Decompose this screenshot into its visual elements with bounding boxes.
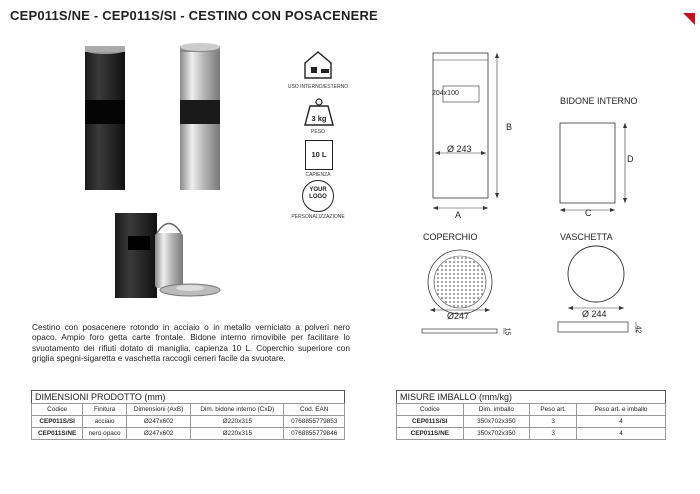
lid-diameter-label: Ø247 <box>447 311 470 321</box>
table-header: Cod. EAN <box>284 404 345 416</box>
weight-value: 3 kg <box>311 114 327 123</box>
table-row <box>397 428 666 440</box>
table-header-row <box>32 404 345 416</box>
table-row <box>32 416 345 428</box>
table-header: Codice <box>397 404 464 416</box>
tray-drawing <box>556 244 646 344</box>
product-table <box>31 403 345 440</box>
dimension-c-label: C <box>585 208 592 218</box>
table-header: Peso art. <box>530 404 577 416</box>
slot-dimension-label: 204x100 <box>432 90 459 97</box>
capacity-value: 10 L <box>311 150 327 159</box>
indoor-outdoor-icon <box>301 48 335 87</box>
inner-bin-drawing <box>555 115 640 220</box>
table-cell: CEP011S/NE <box>397 428 464 440</box>
table-cell: Ø247x602 <box>126 428 190 440</box>
logo-line1: YOUR <box>309 187 327 193</box>
table-cell: acciaio <box>83 416 127 428</box>
table-header: Peso art. e imballo <box>577 404 666 416</box>
packaging-table <box>396 403 666 440</box>
product-dimensions-table <box>31 390 345 440</box>
table-cell: CEP011S/SI <box>32 416 83 428</box>
table-row <box>32 428 345 440</box>
logo-caption: PERSONALIZZAZIONE <box>291 214 345 220</box>
exploded-view-photo <box>110 208 230 303</box>
table-cell: Ø220x315 <box>191 428 284 440</box>
vaschetta-title: VASCHETTA <box>560 232 613 242</box>
bidone-title: BIDONE INTERNO <box>560 96 638 106</box>
logo-line2: LOGO <box>309 194 327 200</box>
product-photos <box>60 38 250 198</box>
dimension-a-label: A <box>455 210 462 220</box>
table-header: Dim. imballo <box>463 404 530 416</box>
table-cell: 0768855779853 <box>284 416 345 428</box>
table-cell: 4 <box>577 428 666 440</box>
table-cell: Ø220x315 <box>191 416 284 428</box>
table-header: Dimensioni (AxB) <box>126 404 190 416</box>
table-cell: CEP011S/SI <box>397 416 464 428</box>
main-diameter-label: Ø 243 <box>447 144 472 154</box>
dimension-d-label: D <box>627 154 634 164</box>
table-cell: 4 <box>577 416 666 428</box>
tray-diameter-label: Ø 244 <box>582 309 607 319</box>
table-cell: 3 <box>530 428 577 440</box>
table-cell: 0768855779846 <box>284 428 345 440</box>
capacity-caption: CAPIENZA <box>305 172 331 178</box>
dimension-b-label: B <box>506 122 513 132</box>
tray-height-label: 42 <box>634 325 642 334</box>
table-cell: 350x702x350 <box>463 416 530 428</box>
packaging-table-block <box>396 390 666 440</box>
table-cell: 350x702x350 <box>463 428 530 440</box>
packaging-table-caption: MISURE IMBALLO (mm/kg) <box>396 390 666 403</box>
table-header: Codice <box>32 404 83 416</box>
page-title: CEP011S/NE - CEP011S/SI - CESTINO CON POSACENERE <box>10 8 378 23</box>
black-bin-photo <box>85 46 125 190</box>
logo-text <box>302 187 334 201</box>
indoor-outdoor-caption: USO INTERNO/ESTERNO <box>287 84 349 90</box>
product-description: Cestino con posacenere rotondo in acciaio o in metallo verniciato a polveri nero opaco. Ampio foro getta carte frontale. Bidone interno rimovibile per facilitare lo svuotamento dei rifiuti dotato di maniglia, capienza 10 L. Coperchio superiore con griglia spegni-sigaretta e vaschetta raccogli ceneri facile da svuotare. <box>32 322 350 364</box>
table-cell: nero opaco <box>83 428 127 440</box>
steel-bin-photo <box>180 43 220 190</box>
main-technical-drawing <box>415 48 525 218</box>
corner-accent-icon <box>683 12 695 24</box>
table-row <box>397 416 666 428</box>
table-header-row <box>397 404 666 416</box>
weight-caption: PESO <box>311 129 325 135</box>
lid-height-label: 15 <box>503 327 511 336</box>
table-header: Finitura <box>83 404 127 416</box>
product-table-caption: DIMENSIONI PRODOTTO (mm) <box>31 390 345 403</box>
table-header: Dim. bidone interno (CxD) <box>191 404 284 416</box>
table-cell: Ø247x602 <box>126 416 190 428</box>
table-cell: CEP011S/NE <box>32 428 83 440</box>
table-cell: 3 <box>530 416 577 428</box>
coperchio-title: COPERCHIO <box>423 232 478 242</box>
